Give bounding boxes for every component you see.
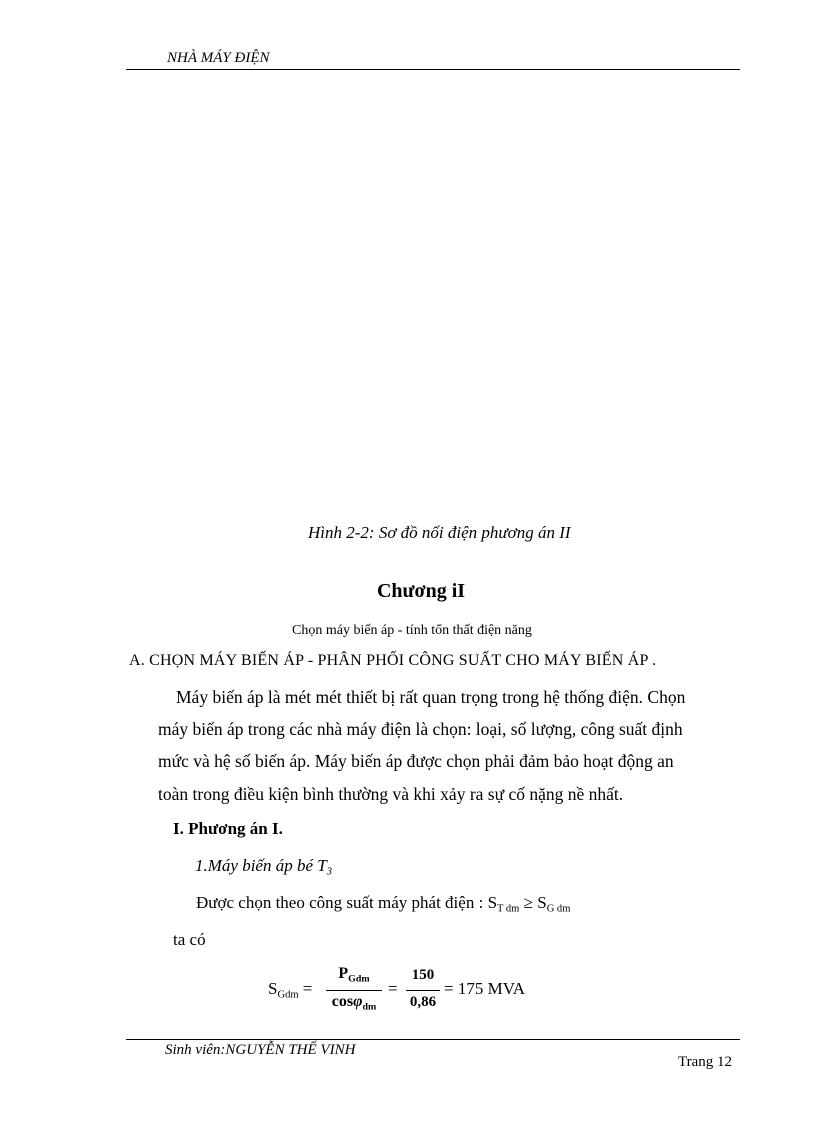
ta-co: ta có [173,930,206,949]
item-heading [195,856,332,878]
page-number: Trang 12 [678,1054,733,1070]
formula-eq2: = [388,979,398,998]
item-symbol: $T_3$ [317,856,333,878]
formula-fraction-1: $P_{Gdm}$ cosφ$_{dm}$ [326,965,382,1017]
paragraph-line: mức và hệ số biến áp. Máy biến áp được chọn phải đảm bảo hoạt động an [158,751,674,771]
paragraph-line: Máy biến áp là mét mét thiết bị rất quan trọng trong hệ thống điện. Chọn [176,687,686,707]
section-a-heading: A. CHỌN MÁY BIẾN ÁP - PHÂN PHỐI CÔNG SUẤT CHO MÁY BIẾN ÁP . [129,652,657,669]
formula-fraction-2: 150 0,86 [406,967,440,1017]
footer-student: Sinh viên:NGUYỄN THẾ VINH [165,1042,356,1058]
condition-text: Được chọn theo công suất máy phát điện : [196,893,484,912]
figure-caption: Hình 2-2: Sơ đồ nối điện phương án II [308,523,571,542]
chapter-title: Chương iI [376,580,466,602]
item-label: 1.Máy biến áp bé [195,856,314,875]
condition-line [196,893,570,915]
subsection-heading: I. Phương án I. [173,819,283,838]
paragraph-line: máy biến áp trong các nhà máy điện là chọn: loại, số lượng, công suất định [158,719,683,739]
condition-operator: ≥ [523,893,533,912]
condition-lhs: $S_{T dm}$ [487,893,520,915]
chapter-subtitle: Chọn máy biến áp - tính tổn thất điện năng [292,623,532,638]
paragraph-line: toàn trong điều kiện bình thường và khi xảy ra sự cố nặng nề nhất. [158,784,624,804]
footer-rule [126,1039,740,1040]
condition-rhs: $S_{G dm}$ [537,893,571,915]
formula-lhs: $S_{Gdm}$ = [268,979,313,1001]
header-title: NHÀ MÁY ĐIỆN [167,50,270,66]
formula-result: = 175 MVA [444,979,526,998]
header-rule [126,69,740,70]
